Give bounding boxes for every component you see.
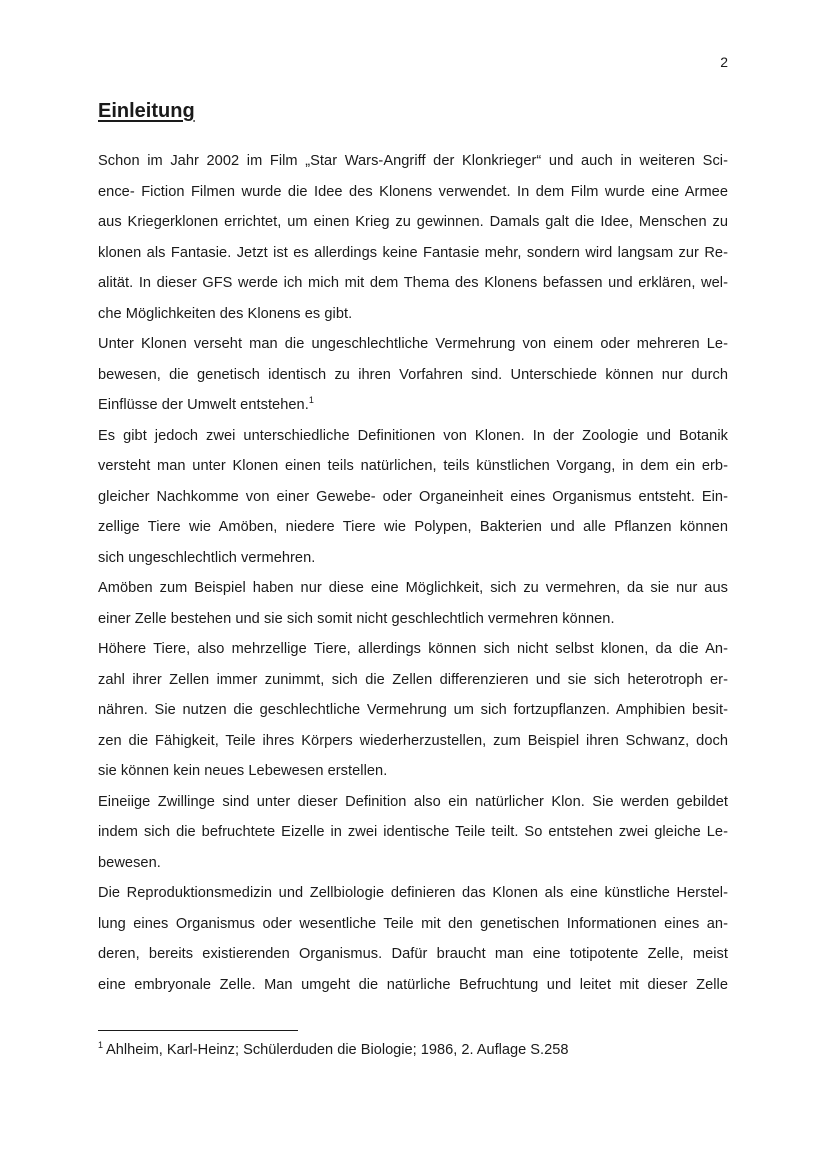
text-line	[98, 421, 728, 452]
text-line-content: zellige Tiere wie Amöben, niedere Tiere wie Polypen, Bakterien und alle Pflanzen können	[98, 519, 728, 535]
footnote-text: Ahlheim, Karl-Heinz; Schülerduden die Biologie; 1986, 2. Auflage S.258	[106, 1042, 569, 1058]
section-heading: Einleitung	[98, 100, 195, 122]
text-line-content: indem sich die befruchtete Eizelle in zwei identische Teile teilt. So entstehen zwei gleiche Le-	[98, 824, 728, 840]
text-line-content: sich ungeschlechtlich vermehren.	[98, 549, 316, 566]
text-line	[98, 177, 728, 208]
footnote-divider	[98, 1030, 298, 1031]
text-line-content: Es gibt jedoch zwei unterschiedliche Definitionen von Klonen. In der Zoologie und Botanik	[98, 427, 728, 444]
text-line-content: nähren. Sie nutzen die geschlechtliche Vermehrung um sich fortzupflanzen. Amphibien besit-	[98, 702, 728, 718]
text-line-content: zahl ihrer Zellen immer zunimmt, sich die Zellen differenzieren und sie sich heterotroph er-	[98, 671, 728, 688]
text-line-content: klonen als Fantasie. Jetzt ist es allerdings keine Fantasie mehr, sondern wird langsam zur Re-	[98, 244, 728, 261]
text-line	[98, 390, 728, 421]
text-line	[98, 451, 728, 482]
text-line	[98, 207, 728, 238]
text-line	[98, 299, 728, 330]
text-line	[98, 787, 728, 818]
text-line	[98, 665, 728, 696]
page-number: 2	[720, 54, 728, 70]
text-line-content: sie können kein neues Lebewesen erstellen.	[98, 763, 388, 779]
text-line-content: Höhere Tiere, also mehrzellige Tiere, allerdings können sich nicht selbst klonen, da die An-	[98, 641, 728, 657]
text-line	[98, 360, 728, 391]
text-line-content: alität. In dieser GFS werde ich mich mit dem Thema des Klonens befassen und erklären, wel-	[98, 275, 728, 291]
text-line-content: bewesen.	[98, 854, 161, 871]
text-line	[98, 909, 728, 940]
text-line-content: Die Reproduktionsmedizin und Zellbiologie definieren das Klonen als eine künstliche Herstel-	[98, 885, 728, 901]
text-line	[98, 604, 728, 635]
text-line-content: eine embryonale Zelle. Man umgeht die natürliche Befruchtung und leitet mit dieser Zelle	[98, 976, 728, 993]
text-line-content: Amöben zum Beispiel haben nur diese eine Möglichkeit, sich zu vermehren, da sie nur aus	[98, 580, 728, 596]
text-line-content: zen die Fähigkeit, Teile ihres Körpers wiederherzustellen, zum Beispiel ihren Schwanz, doch	[98, 732, 728, 749]
text-line-content: versteht man unter Klonen einen teils natürlichen, teils künstlichen Vorgang, in dem ein erb-	[98, 458, 728, 474]
text-line	[98, 573, 728, 604]
text-line-content: Einflüsse der Umwelt entstehen.	[98, 397, 309, 413]
text-line-content: ence- Fiction Filmen wurde die Idee des Klonens verwendet. In dem Film wurde eine Armee	[98, 183, 728, 200]
footnote	[98, 1042, 568, 1058]
text-line	[98, 482, 728, 513]
text-line	[98, 756, 728, 787]
footnote-reference: 1	[308, 395, 314, 405]
text-line	[98, 878, 728, 909]
text-line	[98, 512, 728, 543]
body-text	[98, 146, 728, 1000]
text-line	[98, 970, 728, 1001]
text-line	[98, 848, 728, 879]
text-line	[98, 543, 728, 574]
text-line	[98, 146, 728, 177]
text-line-content: einer Zelle bestehen und sie sich somit nicht geschlechtlich vermehren können.	[98, 610, 615, 627]
text-line	[98, 695, 728, 726]
text-line	[98, 817, 728, 848]
text-line-content: aus Kriegerklonen errichtet, um einen Krieg zu gewinnen. Damals galt die Idee, Menschen zu	[98, 214, 728, 230]
text-line	[98, 268, 728, 299]
text-line	[98, 939, 728, 970]
text-line	[98, 329, 728, 360]
text-line-content: lung eines Organismus oder wesentliche Teile mit den genetischen Informationen eines an-	[98, 915, 728, 932]
text-line-content: bewesen, die genetisch identisch zu ihren Vorfahren sind. Unterschiede können nur durch	[98, 366, 728, 383]
text-line	[98, 726, 728, 757]
text-line-content: Eineiige Zwillinge sind unter dieser Definition also ein natürlicher Klon. Sie werden gebildet	[98, 793, 728, 810]
footnote-marker: 1	[98, 1040, 104, 1050]
text-line-content: gleicher Nachkomme von einer Gewebe- oder Organeinheit eines Organismus entsteht. Ein-	[98, 488, 728, 505]
text-line	[98, 238, 728, 269]
text-line-content: deren, bereits existierenden Organismus. Dafür braucht man eine totipotente Zelle, meist	[98, 946, 728, 962]
text-line-content: che Möglichkeiten des Klonens es gibt.	[98, 305, 353, 322]
text-line-content: Unter Klonen verseht man die ungeschlechtliche Vermehrung von einem oder mehreren Le-	[98, 336, 728, 352]
text-line-content: Schon im Jahr 2002 im Film „Star Wars-Angriff der Klonkrieger“ und auch in weiteren Sci-	[98, 153, 728, 169]
text-line	[98, 634, 728, 665]
